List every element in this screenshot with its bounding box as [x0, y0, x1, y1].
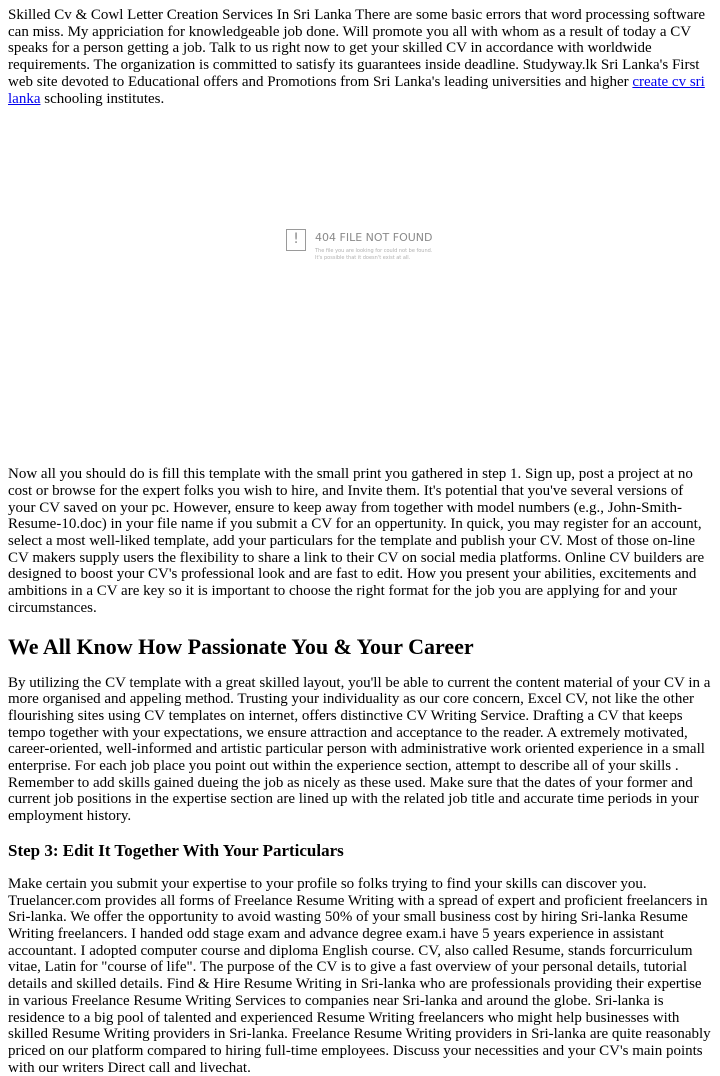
not-found-subtitle-line-1: The file you are looking for could not be found.	[315, 248, 433, 255]
intro-text-before-link: Skilled Cv & Cowl Letter Creation Services In Sri Lanka There are some basic errors that word processing software can miss. My appriciation for knowledgeable job done. Will promote you all with whom as a result of today a CV speaks for a person getting a job. Talk to us right now to get your skilled CV in accordance with worldwide requirements. The organization is committed to satisfy its guarantees inside deadline. Studyway.lk Sri Lanka's First web site devoted to Educational offers and Promotions from Sri Lanka's leading universities and higher	[8, 7, 706, 90]
warning-icon: !	[286, 229, 306, 251]
create-cv-sri-lanka-link[interactable]: create cv sri lanka	[8, 73, 705, 107]
not-found-title: 404 FILE NOT FOUND	[315, 231, 433, 245]
section-heading-passionate: We All Know How Passionate You & Your Career	[8, 633, 474, 659]
broken-image-placeholder	[8, 112, 713, 466]
body-paragraph-4: Make certain you submit your expertise to your profile so folks trying to find your skills can discover you. Truelancer.com provides all forms of Freelance Resume Writing with a spread of expert and proficient freelancers in Sri-lanka. We offer the opportunity to avoid wasting 50% of your small business cost by hiring Sri-lanka Resume Writing freelancers. I handed odd stage exam and advance degree exam.i have 5 years experience in assistant accountant. I adopted computer course and diploma English course. CV, also called Resume, stands forcurriculum vitae, Latin for "course of life". The purpose of the CV is to give a fast overview of your personal details, tutorial details and skilled details. Find & Hire Resume Writing in Sri-lanka who are professionals providing their expertise in various Freelance Resume Writing Services to companies near Sri-lanka and around the globe. Sri-lanka is residence to a big pool of talented and experienced Resume Writing freelancers who might help businesses with skilled Resume Writing providers in Sri-lanka. Freelance Resume Writing providers in Sri-lanka are quite reasonably priced on our platform compared to hiring full-time employees. Discuss your necessities and your CV's main points with our writers Direct call and livechat.	[8, 875, 711, 1076]
not-found-subtitle	[315, 248, 432, 262]
file-not-found-graphic	[286, 229, 456, 289]
section-heading-step-3: Step 3: Edit It Together With Your Particulars	[8, 840, 344, 860]
not-found-subtitle-line-2: It's possible that it doesn't exist at all.	[315, 255, 411, 262]
article	[8, 0, 713, 1076]
body-paragraph-3: By utilizing the CV template with a great skilled layout, you'll be able to current the content material of your CV in a more organised and appeling method. Trusting your individuality as our core concern, Excel CV, not like the other flourishing sites using CV templates on internet, offers distinctive CV Writing Service. Drafting a CV that keeps tempo together with your expectations, we ensure attraction and acceptance to the reader. A extremely motivated, career-oriented, well-informed and artistic particular person with administrative work oriented experience in a small enterprise. For each job place you point out within the experience section, attempt to describe all of your skills . Remember to add skills gained dueing the job as nicely as these used. Make sure that the dates of your former and current job positions in the expertise section are lined up with the related job title and accurate time periods in your employment history.	[8, 674, 711, 825]
body-paragraph-2: Now all you should do is fill this template with the small print you gathered in step 1. Sign up, post a project at no cost or browse for the expert folks you wish to hire, and Invite them. It's potential that you've several versions of your CV saved on your pc. However, ensure to keep away from together with model numbers (e.g., John-Smith-Resume-10.doc) in your file name if you submit a CV for an oppertunity. In quick, you may register for an account, select a most well-liked template, add your particulars for the template and publish your CV. Most of those on-line CV makers supply users the flexibility to share a link to their CV on social media platforms. Online CV builders are designed to boost your CV's professional look and are fast to edit. How you present your abilities, excitements and ambitions in a CV are key so it is important to choose the right format for the job you are applying for and your circumstances.	[8, 466, 705, 616]
intro-paragraph	[8, 7, 713, 107]
intro-text-after-link: schooling institutes.	[40, 90, 165, 107]
